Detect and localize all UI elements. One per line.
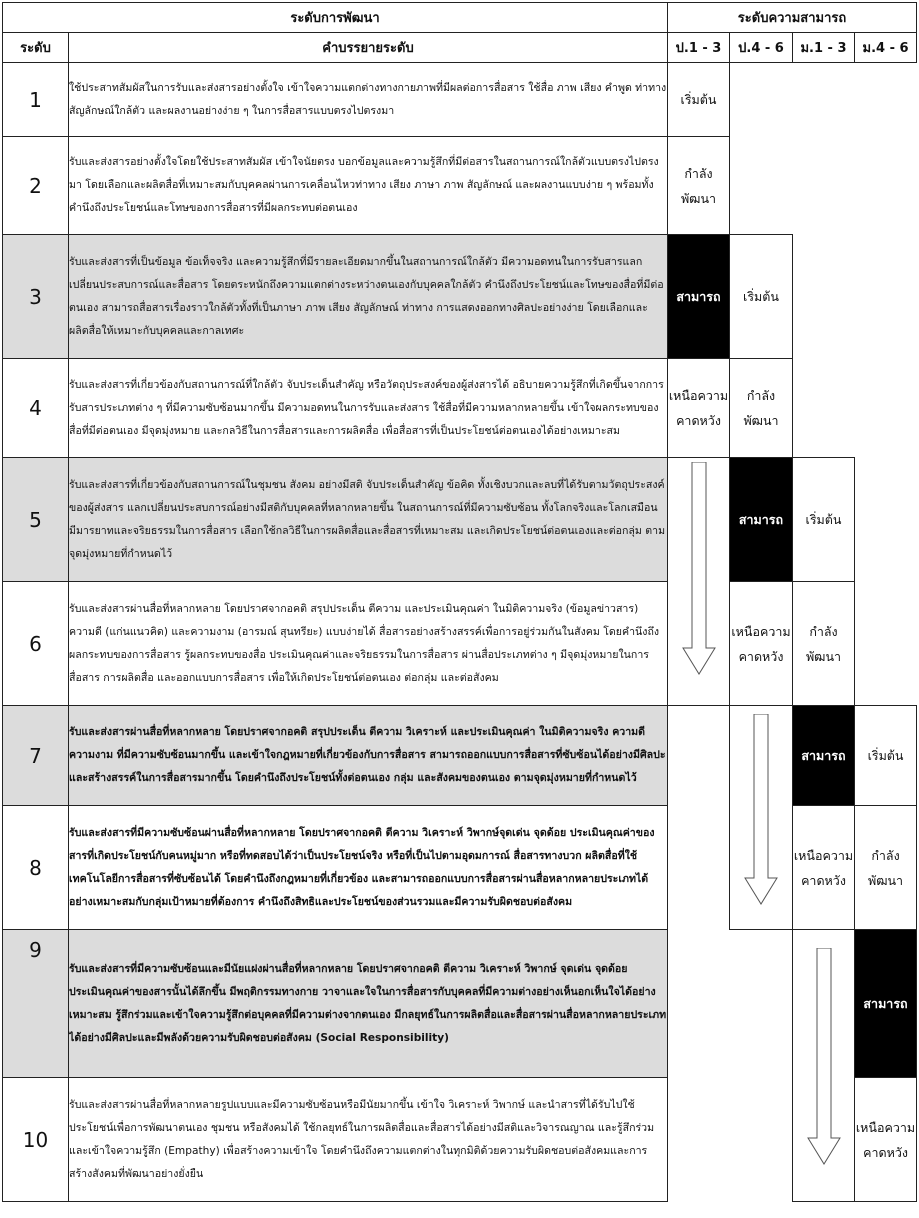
status-cell-begin: เริ่มต้น [730, 235, 793, 359]
grade-header-m1-3: ม.1 - 3 [793, 33, 855, 63]
status-cell-begin: เริ่มต้น [668, 63, 730, 137]
status-cell-able: สามารถ [793, 706, 855, 806]
status-cell-developing: กำลังพัฒนา [730, 359, 793, 458]
down-arrow-icon [804, 948, 844, 1166]
level-column-header: ระดับ [3, 33, 69, 63]
ability-level-heading: ระดับความสามารถ [668, 3, 917, 33]
down-arrow-icon [679, 462, 719, 676]
grade-header-m4-6: ม.4 - 6 [855, 33, 917, 63]
level-description: รับและส่งสารผ่านสื่อที่หลากหลายรูปแบบและมีความซับซ้อนหรือมีนัยมากขึ้น เข้าใจ วิเคราะห์ วิพากษ์ และนำสารที่ได้รับไปใช้ประโยชน์เพื่อการพัฒนาตนเอง ชุมชน หรือสังคมได้ ใช้กลยุทธ์ในการผลิตสื่อและสื่อสารได้อย่างมีสติและวิจารณญาณ และรู้สึกร่วมและเข้าใจความรู้สึก (Empathy) เพื่อสร้างความเข้าใจ โดยคำนึงถึงความแตกต่างในทุกมิติด้วยความรับผิดชอบต่อสังคมและการสร้างสังคมที่พัฒนาอย่างยั่งยืน [69, 1078, 668, 1202]
status-cell-developing: กำลังพัฒนา [855, 806, 917, 930]
level-number: 8 [3, 806, 69, 930]
level-row-4 [3, 359, 917, 458]
level-number: 5 [3, 458, 69, 582]
level-row-5 [3, 458, 917, 582]
level-description: รับและส่งสารที่มีความซับซ้อนและมีนัยแฝงผ่านสื่อที่หลากหลาย โดยปราศจากอคติ ตีความ วิเคราะห์ วิพากษ์ จุดเด่น จุดด้อย ประเมินคุณค่าของสารนั้นได้ลึกขึ้น มีพฤติกรรมทางกาย วาจาและใจในการสื่อสารกับบุคคลที่มีความต่างอย่างเห็นอกเห็นใจได้อย่างเหมาะสม รู้สึกร่วมและเข้าใจความรู้สึกต่อบุคคลที่มีความต่างจากตนเอง มีกลยุทธ์ในการผลิตสื่อและสื่อสารผ่านสื่อหลากหลายประเภทได้อย่างมีศิลปะและมีพลังด้วยความรับผิดชอบต่อสังคม (Social Responsibility) [69, 930, 668, 1078]
header-row-1 [3, 3, 917, 33]
level-number: 3 [3, 235, 69, 359]
level-number: 1 [3, 63, 69, 137]
level-number: 9 [3, 930, 69, 1078]
development-level-heading: ระดับการพัฒนา [3, 3, 668, 33]
level-description: รับและส่งสารที่มีความซับซ้อนผ่านสื่อที่หลากหลาย โดยปราศจากอคติ ตีความ วิเคราะห์ วิพากษ์จุดเด่น จุดด้อย ประเมินคุณค่าของสารที่เกิดประโยชน์กับคนหมู่มาก หรือที่ทดสอบได้ว่าเป็นประโยชน์จริง หรือที่เป็นไปตามอุดมการณ์ สื่อสารทางบวก ผลิตสื่อที่ใช้เทคโนโลยีการสื่อสารที่ซับซ้อนได้ โดยคำนึงถึงกฎหมายที่เกี่ยวข้อง และสามารถออกแบบการสื่อสารผ่านสื่อหลากหลายประเภทได้อย่างเหมาะสมกับกลุ่มเป้าหมายที่ต้องการ คำนึงถึงสิทธิและประโยชน์ของส่วนรวมและมีความรับผิดชอบต่อสังคม [69, 806, 668, 930]
level-number: 10 [3, 1078, 69, 1202]
grade-header-p1-3: ป.1 - 3 [668, 33, 730, 63]
status-cell-able: สามารถ [855, 930, 917, 1078]
status-cell-exceed: เหนือความคาดหวัง [730, 582, 793, 706]
competency-rubric-table [2, 2, 917, 1202]
level-description: ใช้ประสาทสัมผัสในการรับและส่งสารอย่างตั้งใจ เข้าใจความแตกต่างทางกายภาพที่มีผลต่อการสื่อสาร ใช้สื่อ ภาพ เสียง คำพูด ท่าทาง สัญลักษณ์ใกล้ตัว และผลงานอย่างง่าย ๆ ในการสื่อสารแบบตรงไปตรงมา [69, 63, 668, 137]
level-row-2 [3, 137, 917, 235]
continuation-arrow-cell [730, 706, 793, 930]
continuation-arrow-cell [793, 930, 855, 1202]
level-description: รับและส่งสารผ่านสื่อที่หลากหลาย โดยปราศจากอคติ สรุปประเด็น ตีความ และประเมินคุณค่า ในมิติความจริง (ข้อมูลข่าวสาร) ความดี (แก่นแนวคิด) และความงาม (อารมณ์ สุนทรียะ) แบบง่ายได้ สื่อสารอย่างสร้างสรรค์เพื่อการอยู่ร่วมกันในสังคม โดยคำนึงถึงผลกระทบของการสื่อสาร รู้ผลกระทบของสื่อ ประเมินคุณค่าและจริยธรรมในการสื่อสาร ผ่านสื่อประเภทต่าง ๆ มีจุดมุ่งหมายในการสื่อสาร การผลิตสื่อ และออกแบบการสื่อสาร เพื่อให้เกิดประโยชน์ต่อตนเอง ต่อกลุ่ม และต่อสังคม [69, 582, 668, 706]
status-cell-exceed: เหนือความคาดหวัง [668, 359, 730, 458]
level-description: รับและส่งสารที่เป็นข้อมูล ข้อเท็จจริง และความรู้สึกที่มีรายละเอียดมากขึ้นในสถานการณ์ใกล้ตัว มีความอดทนในการรับสารแลกเปลี่ยนประสบการณ์และสื่อสาร โดยตระหนักถึงความแตกต่างระหว่างตนเองกับบุคคลใกล้ตัว คำนึงถึงประโยชน์และโทษของสื่อที่มีต่อตนเอง สามารถสื่อสารเรื่องราวใกล้ตัวทั้งที่เป็นภาษา ภาพ เสียง สัญลักษณ์ ท่าทาง การแสดงออกทางศิลปะอย่างง่าย โดยเลือกและผลิตสื่อให้เหมาะกับบุคคลและกาลเทศะ [69, 235, 668, 359]
level-description: รับและส่งสารที่เกี่ยวข้องกับสถานการณ์ในชุมชน สังคม อย่างมีสติ จับประเด็นสำคัญ ข้อคิด ทั้งเชิงบวกและลบที่ได้รับตามวัตถุประสงค์ของผู้ส่งสาร แลกเปลี่ยนประสบการณ์อย่างมีสติกับบุคคลที่หลากหลายขึ้น ในสถานการณ์ที่มีความซับซ้อน ทั้งโลกจริงและโลกเสมือน มีมารยาทและจริยธรรมในการสื่อสาร เลือกใช้กลวิธีในการผลิตสื่อและสื่อสารที่เหมาะสม และเกิดประโยชน์ต่อตนเองและต่อกลุ่ม ตามจุดมุ่งหมายที่กำหนดไว้ [69, 458, 668, 582]
level-number: 2 [3, 137, 69, 235]
level-number: 7 [3, 706, 69, 806]
status-cell-developing: กำลังพัฒนา [793, 582, 855, 706]
level-description: รับและส่งสารอย่างตั้งใจโดยใช้ประสาทสัมผัส เข้าใจนัยตรง บอกข้อมูลและความรู้สึกที่มีต่อสารในสถานการณ์ใกล้ตัวแบบตรงไปตรงมา โดยเลือกและผลิตสื่อที่เหมาะสมกับบุคคลผ่านการเคลื่อนไหวท่าทาง เสียง ภาษา ภาพ สัญลักษณ์ และผลงานแบบง่าย ๆ พร้อมทั้งคำนึงถึงประโยชน์และโทษของการสื่อสารที่มีผลกระทบต่อตนเอง [69, 137, 668, 235]
level-description: รับและส่งสารที่เกี่ยวข้องกับสถานการณ์ที่ใกล้ตัว จับประเด็นสำคัญ หรือวัตถุประสงค์ของผู้ส่งสารได้ อธิบายความรู้สึกที่เกิดขึ้นจากการรับสารประเภทต่าง ๆ ที่มีความซับซ้อนมากขึ้น มีความอดทนในการรับและส่งสาร ใช้สื่อที่มีความหลากหลายขึ้น เข้าใจผลกระทบของสื่อที่มีต่อตนเอง มีจุดมุ่งหมาย และกลวิธีในการสื่อสารและการผลิตสื่อ เพื่อสื่อสารที่เป็นประโยชน์ต่อตนเองได้อย่างเหมาะสม [69, 359, 668, 458]
level-row-7 [3, 706, 917, 806]
status-cell-begin: เริ่มต้น [855, 706, 917, 806]
level-row-9 [3, 930, 917, 1078]
level-row-6 [3, 582, 917, 706]
down-arrow-icon [741, 714, 781, 906]
status-cell-exceed: เหนือความคาดหวัง [855, 1078, 917, 1202]
description-column-header: คำบรรยายระดับ [69, 33, 668, 63]
status-cell-able: สามารถ [730, 458, 793, 582]
level-number: 6 [3, 582, 69, 706]
status-cell-exceed: เหนือความคาดหวัง [793, 806, 855, 930]
level-row-1 [3, 63, 917, 137]
continuation-arrow-cell [668, 458, 730, 706]
status-cell-able: สามารถ [668, 235, 730, 359]
status-cell-begin: เริ่มต้น [793, 458, 855, 582]
level-row-3 [3, 235, 917, 359]
status-cell-developing: กำลังพัฒนา [668, 137, 730, 235]
level-description: รับและส่งสารผ่านสื่อที่หลากหลาย โดยปราศจากอคติ สรุปประเด็น ตีความ วิเคราะห์ และประเมินคุณค่า ในมิติความจริง ความดี ความงาม ที่มีความซับซ้อนมากขึ้น และเข้าใจกฎหมายที่เกี่ยวข้องกับการสื่อสาร สามารถออกแบบการสื่อสารที่ซับซ้อนได้อย่างมีศิลปะ และสร้างสรรค์ในการสื่อสารมากขึ้น โดยคำนึงถึงประโยชน์ทั้งต่อตนเอง กลุ่ม และสังคมของตนเอง ตามจุดมุ่งหมายที่กำหนดไว้ [69, 706, 668, 806]
header-row-2 [3, 33, 917, 63]
level-number: 4 [3, 359, 69, 458]
grade-header-p4-6: ป.4 - 6 [730, 33, 793, 63]
